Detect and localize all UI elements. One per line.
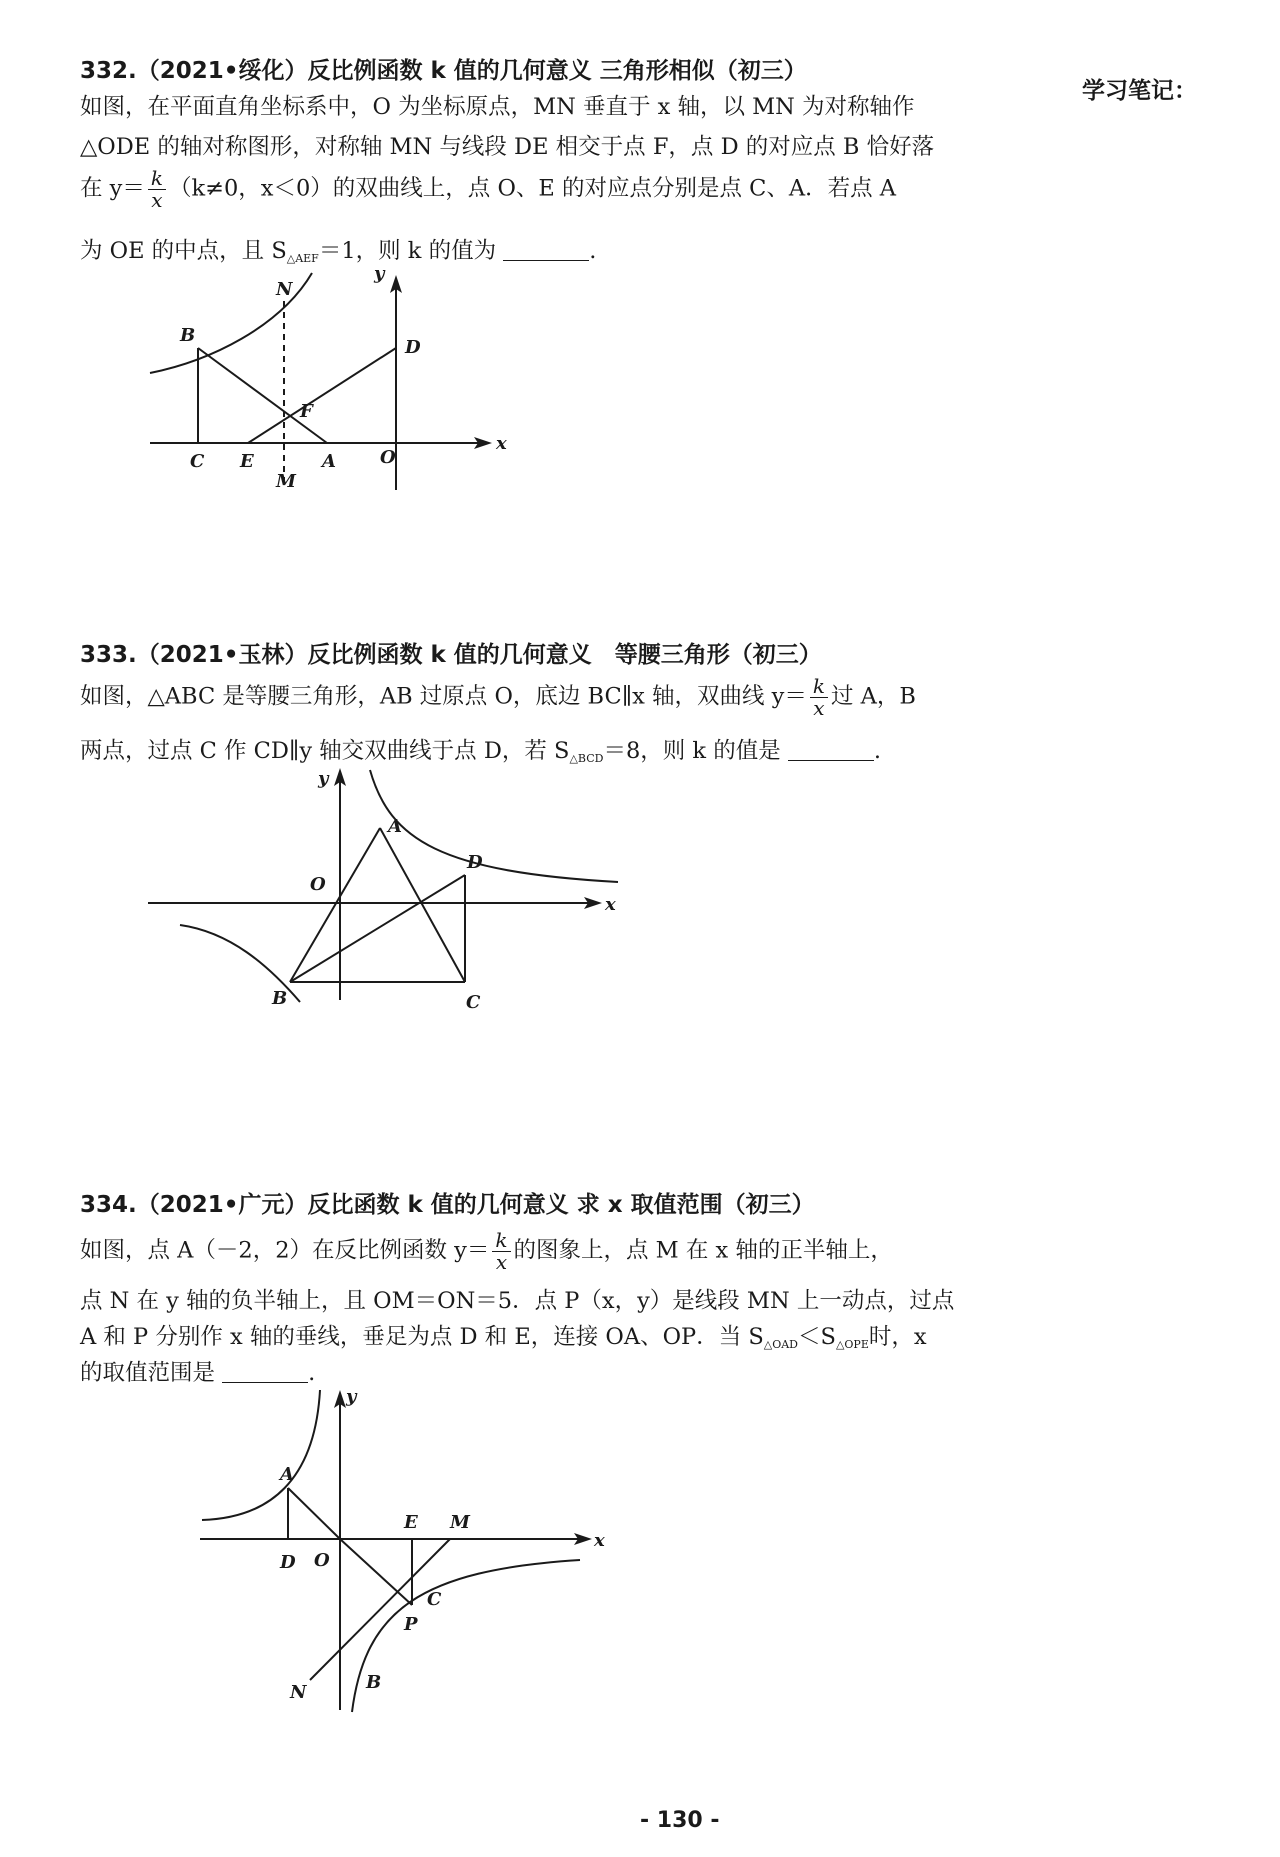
problem-333-line-1	[80, 676, 916, 719]
problem-334-line-1	[80, 1230, 893, 1273]
label-a: A	[322, 451, 336, 472]
label-p: P	[404, 1614, 418, 1635]
problem-333-line-1-start: 如图，△ABC 是等腰三角形，AB 过原点 O，底边 BC∥x 轴，双曲线 y＝	[80, 683, 807, 710]
problem-332-line-3-end: （k≠0，x＜0）的双曲线上，点 O、E 的对应点分别是点 C、A．若点 A	[169, 175, 896, 202]
problem-334-title: 334.（2021•广元）反比函数 k 值的几何意义 求 x 取值范围（初三）	[80, 1192, 815, 1218]
label-y: y	[346, 1386, 357, 1407]
area-subscript-ope: △OPE	[835, 1338, 869, 1351]
problem-334-line-3	[80, 1326, 927, 1350]
area-subscript-oad: △OAD	[763, 1338, 799, 1351]
label-o: O	[380, 447, 396, 468]
problem-333-line-2-start: 两点，过点 C 作 CD∥y 轴交双曲线于点 D，若 S	[80, 738, 570, 764]
fraction-k-over-x	[810, 676, 828, 719]
label-f: F	[300, 401, 313, 422]
problem-332-line-4-start: 为 OE 的中点，且 S	[80, 238, 287, 264]
segment-ba	[198, 348, 327, 443]
segment-ac	[380, 828, 465, 982]
period: .	[308, 1360, 316, 1386]
label-e: E	[240, 451, 254, 472]
label-b: B	[366, 1672, 382, 1693]
label-o: O	[314, 1550, 330, 1571]
segment-ao	[288, 1488, 340, 1539]
period: .	[873, 738, 882, 764]
problem-334-line-3-mid: ＜S	[798, 1324, 836, 1350]
label-c: C	[190, 451, 205, 472]
figure-334	[180, 1380, 620, 1720]
hyperbola-upper-branch	[370, 770, 618, 882]
problem-332-line-3	[80, 168, 896, 211]
segment-ab	[290, 828, 380, 982]
problem-332-line-2: △ODE 的轴对称图形，对称轴 MN 与线段 DE 相交于点 F，点 D 的对应点 B 恰好落	[80, 134, 935, 160]
label-x: x	[594, 1530, 605, 1551]
fraction-denominator: x	[813, 696, 825, 720]
segment-op	[340, 1539, 412, 1605]
label-e: E	[404, 1512, 418, 1533]
problem-334-line-3-start: A 和 P 分别作 x 轴的垂线，垂足为点 D 和 E，连接 OA、OP．当 S	[80, 1324, 764, 1350]
problem-334-line-4-start: 的取值范围是	[80, 1360, 216, 1386]
problem-333-line-2-end: ＝8，则 k 的值是	[603, 738, 781, 764]
label-b: B	[180, 325, 196, 346]
problem-332-title: 332.（2021•绥化）反比例函数 k 值的几何意义 三角形相似（初三）	[80, 58, 807, 84]
problem-334-line-3-end: 时，x	[868, 1324, 927, 1350]
segment-ed	[248, 348, 396, 443]
problem-333-line-1-end: 过 A，B	[830, 683, 916, 710]
hyperbola-lower-right-branch	[352, 1560, 580, 1712]
period: .	[589, 238, 597, 264]
label-c: C	[466, 992, 481, 1010]
problem-333-title: 333.（2021•玉林）反比例函数 k 值的几何意义 等腰三角形（初三）	[80, 642, 822, 668]
figure-332	[140, 265, 540, 505]
label-x: x	[605, 894, 616, 915]
label-d: D	[467, 852, 483, 873]
label-m: M	[276, 471, 296, 492]
label-b: B	[272, 988, 288, 1009]
fraction-denominator: x	[151, 188, 163, 212]
problem-334-line-1-start: 如图，点 A（－2，2）在反比例函数 y＝	[80, 1237, 490, 1264]
label-n: N	[276, 279, 293, 300]
fraction-k-over-x	[492, 1230, 510, 1273]
answer-blank	[503, 260, 589, 261]
hyperbola-upper-left-branch	[202, 1390, 320, 1520]
label-d: D	[280, 1552, 296, 1573]
problem-334-line-1-end: 的图象上，点 M 在 x 轴的正半轴上，	[513, 1237, 893, 1264]
fraction-k-over-x	[148, 168, 166, 211]
label-x: x	[496, 433, 507, 454]
label-y: y	[374, 265, 385, 284]
problem-332-line-3-start: 在 y＝	[80, 175, 145, 202]
area-subscript: △BCD	[569, 752, 604, 765]
page-number: - 130 -	[640, 1808, 720, 1833]
fraction-numerator: k	[148, 168, 166, 190]
area-subscript: △AEF	[286, 252, 319, 265]
label-n: N	[290, 1682, 307, 1703]
label-m: M	[450, 1512, 470, 1533]
study-notes-label: 学习笔记：	[1082, 78, 1197, 104]
problem-332-line-1: 如图，在平面直角坐标系中，O 为坐标原点，MN 垂直于 x 轴，以 MN 为对称轴作	[80, 94, 915, 120]
label-y: y	[318, 768, 329, 789]
label-a: A	[388, 816, 402, 837]
problem-332-line-4	[80, 240, 596, 264]
fraction-denominator: x	[495, 1250, 508, 1274]
label-d: D	[405, 337, 421, 358]
label-c: C	[427, 1589, 442, 1610]
label-o: O	[310, 874, 326, 895]
problem-334-line-2: 点 N 在 y 轴的负半轴上，且 OM＝ON＝5．点 P（x，y）是线段 MN 上一动点，过点	[80, 1288, 955, 1314]
label-a: A	[280, 1464, 294, 1485]
problem-332-line-4-end: ＝1，则 k 的值为	[318, 238, 497, 264]
answer-blank	[788, 760, 874, 761]
fraction-numerator: k	[810, 676, 828, 698]
figure-333	[140, 760, 640, 1010]
fraction-numerator: k	[492, 1230, 510, 1252]
